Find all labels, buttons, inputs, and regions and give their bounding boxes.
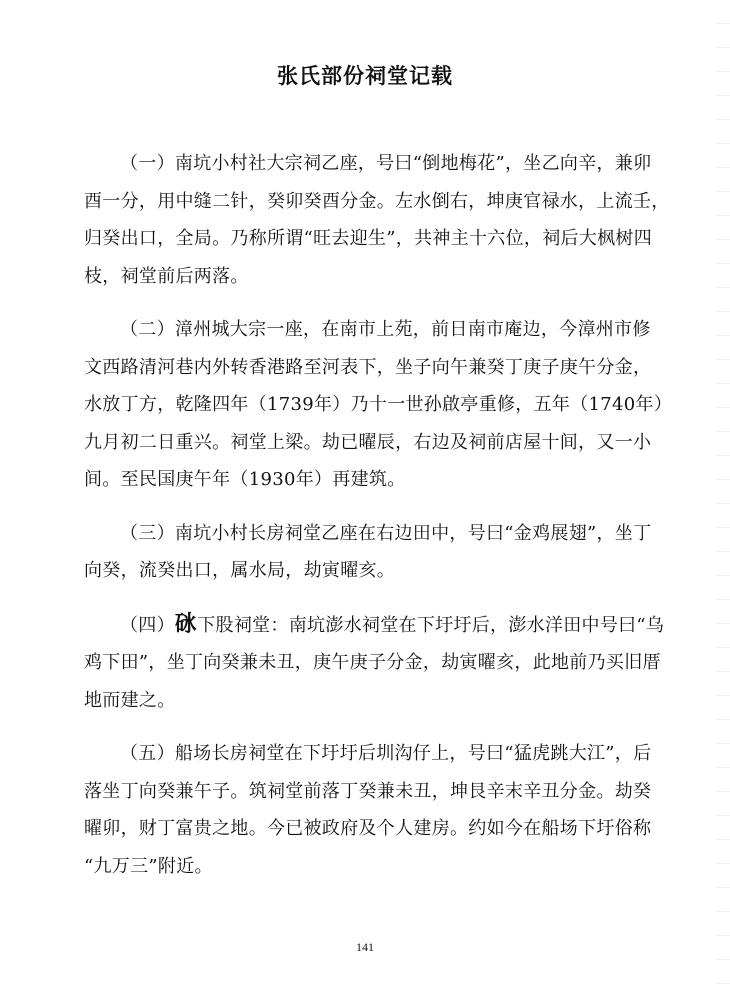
paragraph-line: 落坐丁向癸兼午子。筑祠堂前落丁癸兼未丑，坤艮辛末辛丑分金。劫癸 [84,780,652,802]
paragraph-line: 水放丁方，乾隆四年（1739年）乃十一世孙啟亭重修，五年（1740年） [84,394,673,415]
paragraph-5 [84,735,690,885]
paragraph-line: （五）船场长房祠堂在下圩圩后圳沟仔上，号曰“猛虎跳大江”，后 [120,743,652,764]
paragraph-line: 酉一分，用中缝二针，癸卯癸酉分金。左水倒右，坤庚官禄水，上流壬， [84,190,670,212]
paragraph-line: （二）漳州城大宗一座，在南市上苑，前日南市庵边，今漳州市修 [120,319,651,340]
paragraph-4 [84,606,690,720]
paragraph-line: 曜卯，财丁富贵之地。今已被政府及个人建房。约如今在船场下圩俗称 [84,818,652,839]
paragraph-line: 九月初二日重兴。祠堂上梁。劫已曜辰，右边及祠前店屋十间，又一小 [84,431,652,453]
paragraph-line-text: 下股祠堂：南坑澎水祠堂在下圩圩后，澎水洋田中号曰“乌 [197,614,665,636]
paragraph-line [84,606,690,645]
paragraph-prefix: （四） [120,614,175,636]
emphasized-character: 砯 [174,610,198,637]
paragraph-line: “九万三”附近。 [84,855,213,877]
document-body [84,145,690,901]
paragraph-line: 地而建之。 [84,689,176,711]
paragraph-line: （三）南坑小村长房祠堂乙座在右边田中，号曰“金鸡展翅”，坐丁 [120,522,652,544]
paragraph-line: （一）南坑小村社大宗祠乙座，号曰“倒地梅花”，坐乙向辛，兼卯 [120,153,652,174]
paragraph-line: 向癸，流癸出口，属水局，劫寅曜亥。 [84,560,396,581]
paragraph-3 [84,515,690,590]
page-number: 141 [356,940,374,954]
paragraph-1 [84,145,690,295]
document-title: 张氏部份祠堂记载 [277,64,453,88]
paragraph-line: 枝，祠堂前后两落。 [84,265,249,287]
paragraph-2 [84,311,690,499]
paragraph-line: 间。至民国庚午年（1930年）再建筑。 [84,469,406,490]
paragraph-line: 文西路清河巷内外转香港路至河表下，坐子向午兼癸丁庚子庚午分金， [84,356,652,378]
paragraph-line: 鸡下田”，坐丁向癸兼未丑，庚午庚子分金，劫寅曜亥，此地前乃买旧厝 [84,652,661,673]
paragraph-line: 归癸出口，全局。乃称所谓“旺去迎生”，共神主十六位，祠后大枫树四 [84,228,653,249]
scan-edge [716,0,730,1000]
